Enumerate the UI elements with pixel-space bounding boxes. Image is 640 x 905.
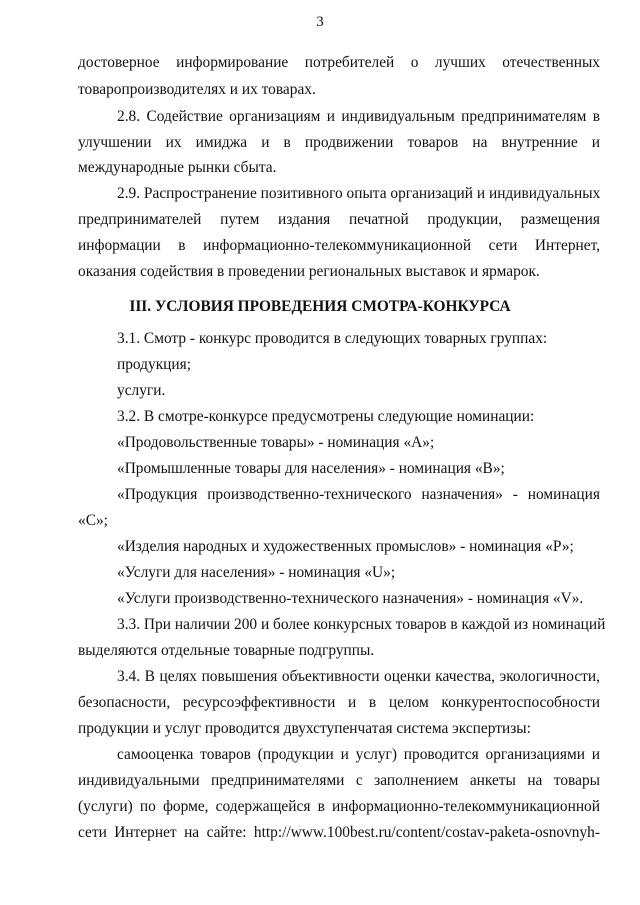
text-line: 2.8. Содействие организациям и индивидуальным предпринимателям в	[117, 108, 600, 125]
text-line: безопасности, ресурсоэффективности и в целом конкурентоспособности	[78, 694, 600, 711]
text-line: достоверное информирование потребителей о лучших отечественных	[78, 54, 600, 71]
text-line: 3.1. Смотр - конкурс проводится в следующих товарных группах:	[117, 330, 548, 347]
text-line: «Промышленные товары для населения» - номинация «В»;	[117, 460, 505, 477]
text-line: предпринимателей путем издания печатной продукции, размещения	[78, 211, 600, 228]
text-line: индивидуальными предпринимателями с заполнением анкеты на товары	[78, 772, 600, 789]
text-line: международные рынки сбыта.	[78, 159, 277, 176]
page-number: 3	[316, 14, 324, 30]
text-line: «Услуги для населения» - номинация «U»;	[117, 564, 396, 581]
text-line: оказания содействия в проведении региональных выставок и ярмарок.	[78, 263, 540, 280]
text-line: «Услуги производственно-технического назначения» - номинация «V».	[117, 590, 584, 607]
text-line: сети Интернет на сайте: http://www.100best.ru/content/costav-paketa-osnovnyh-	[78, 824, 600, 841]
text-line: продукция;	[117, 356, 192, 373]
text-line: самооценка товаров (продукции и услуг) проводится организациями и	[117, 746, 600, 763]
section-heading: III. УСЛОВИЯ ПРОВЕДЕНИЯ СМОТРА-КОНКУРСА	[129, 298, 511, 315]
text-line: товаропроизводителях и их товарах.	[78, 81, 316, 98]
text-line: «С»;	[78, 512, 108, 529]
text-line: продукции и услуг проводится двухступенчатая система экспертизы:	[78, 720, 531, 737]
text-line: 3.2. В смотре-конкурсе предусмотрены следующие номинации:	[117, 408, 535, 425]
text-line: «Продовольственные товары» - номинация «А»;	[117, 434, 435, 451]
text-line: «Изделия народных и художественных промыслов» - номинация «Р»;	[117, 538, 574, 555]
text-line: улучшении их имиджа и в продвижении товаров на внутренние и	[78, 134, 600, 151]
text-line: выделяются отдельные товарные подгруппы.	[78, 642, 375, 659]
text-line: 2.9. Распространение позитивного опыта организаций и индивидуальных	[117, 185, 601, 202]
text-line: «Продукция производственно-технического назначения» - номинация	[117, 486, 600, 503]
text-line: 3.4. В целях повышения объективности оценки качества, экологичности,	[117, 668, 600, 685]
text-line: (услуги) по форме, содержащейся в информационно-телекоммуникационной	[78, 798, 600, 815]
text-line: информации в информационно-телекоммуникационной сети Интернет,	[78, 237, 600, 254]
text-line: 3.3. При наличии 200 и более конкурсных товаров в каждой из номинаций	[117, 616, 606, 633]
text-line: услуги.	[117, 382, 166, 399]
